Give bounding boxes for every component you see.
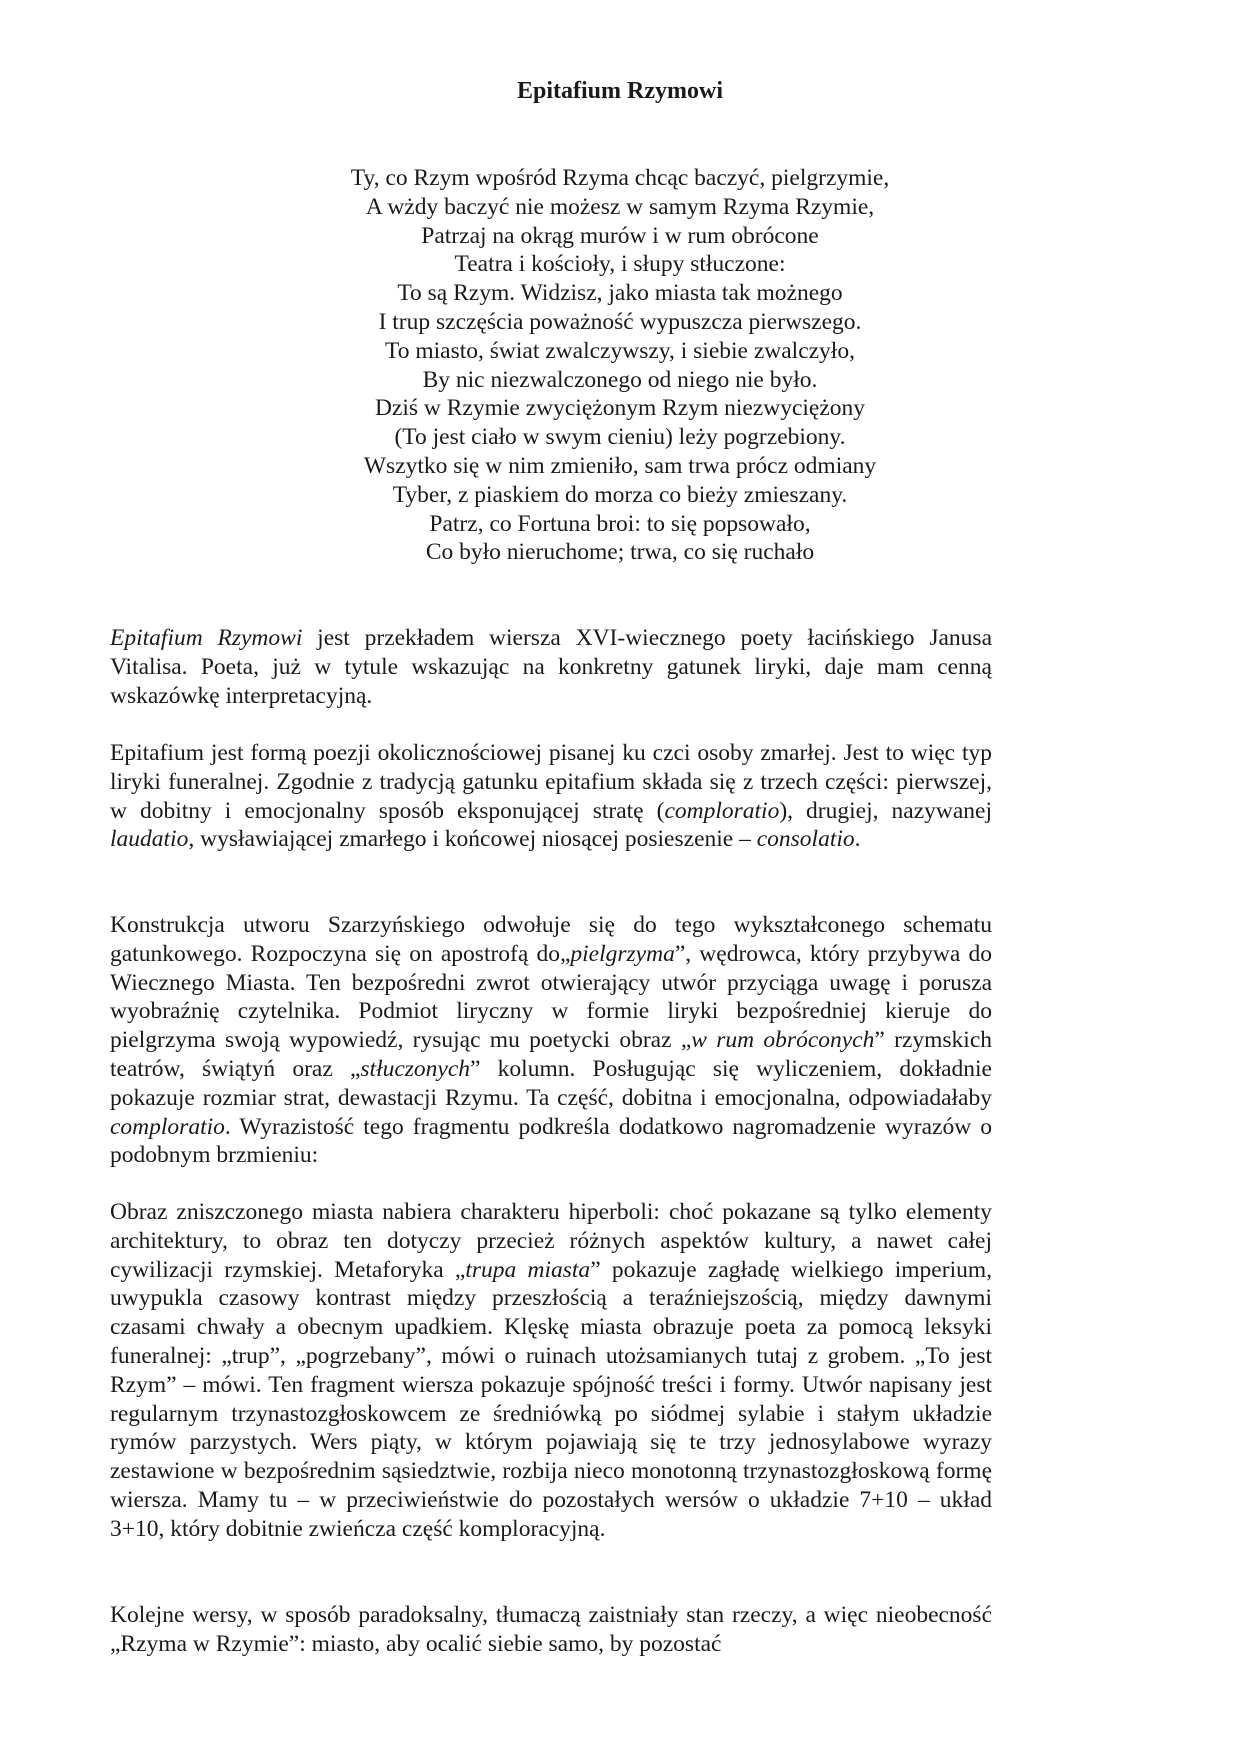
poem-line: Teatra i kościoły, i słupy stłuczone: [454, 251, 786, 278]
poem-line: Patrz, co Fortuna broi: to się popsowało, [429, 510, 811, 537]
paragraph-hyperbole [110, 1198, 992, 1544]
italic-text: laudatio [110, 826, 189, 853]
italic-text: pielgrzyma [570, 940, 675, 967]
paragraph-construction [110, 911, 992, 1170]
text-run: . Wyrazistość tego fragmentu podkreśla dodatkowo nagromadzenie wyrazów o podobnym brzmieniu: [110, 1113, 992, 1169]
paragraph-intro [110, 624, 992, 710]
text-run: Obraz zniszczonego miasta nabiera charakteru hiperboli: choć pokazane są tylko elementy architektury, to obraz ten dotyczy przecież różnych aspektów kultury, a nawet całej cywilizacji rzymskiej. Metaforyka „ [110, 1199, 992, 1283]
poem-line: Wszytko się w nim zmieniło, sam trwa prócz odmiany [363, 452, 877, 479]
poem-line: To miasto, świat zwalczywszy, i siebie zwalczyło, [385, 337, 855, 364]
italic-text: comploratio [664, 797, 780, 824]
text-run: ”, wędrowca, który przybywa do Wiecznego Miasta. Ten bezpośredni zwrot otwierający utwór przyciąga uwagę i porusza wyobraźnię czytelnika. Podmiot liryczny w formie liryki bezpośredniej kieruje do pielgrzyma swoją wypowiedź, rysując mu poetycki obraz „ [110, 940, 992, 1054]
poem [0, 164, 1240, 567]
poem-line: I trup szczęścia poważność wypuszcza pierwszego. [378, 308, 862, 335]
italic-text: consolatio [756, 826, 855, 853]
poem-line: To są Rzym. Widzisz, jako miasta tak możnego [397, 280, 843, 307]
text-run: . [854, 826, 861, 853]
italic-text: stłuczonych [360, 1055, 471, 1082]
poem-line: Ty, co Rzym wpośród Rzyma chcąc baczyć, pielgrzymie, [350, 165, 890, 191]
paragraph-genre [110, 739, 992, 854]
text-run: jest przekładem wiersza XVI-wiecznego poety łacińskiego Janusa Vitalisa. Poeta, już w tytule wskazując na konkretny gatunek liryki, daje mam cenną wskazówkę interpretacyjną. [110, 625, 992, 709]
text-run: ” kolumn. Posługując się wyliczeniem, dokładnie pokazuje rozmiar strat, dewastacji Rzymu. Ta część, dobitna i emocjonalna, odpowiadałaby [110, 1055, 992, 1111]
text-run: Konstrukcja utworu Szarzyńskiego odwołuje się do tego wykształconego schematu gatunkowego. Rozpoczyna się on apostrofą do„ [110, 912, 992, 967]
text-run: ” rzymskich teatrów, świątyń oraz „ [110, 1027, 992, 1082]
poem-line: (To jest ciało w swym cieniu) leży pogrzebiony. [394, 424, 846, 451]
poem-line: A wżdy baczyć nie możesz w samym Rzyma Rzymie, [365, 193, 875, 220]
paragraph-continuation [110, 1601, 992, 1659]
poem-line: Co było nieruchome; trwa, co się ruchało [425, 539, 815, 566]
italic-text: Epitafium Rzymowi [110, 625, 303, 651]
italic-text: comploratio [110, 1113, 225, 1140]
poem-line: By nic niezwalczonego od niego nie było. [422, 366, 818, 393]
poem-line: Tyber, z piaskiem do morza co bieży zmieszany. [392, 481, 848, 508]
text-run: Epitafium jest formą poezji okolicznościowej pisanej ku czci osoby zmarłej. Jest to więc typ liryki funeralnej. Zgodnie z tradycją gatunku epitafium składa się z trzech części: pierwszej, w dobitny i emocjonalny sposób eksponującej stratę ( [110, 740, 992, 824]
poem-line: Dziś w Rzymie zwyciężonym Rzym niezwyciężony [374, 395, 866, 422]
text-run: , wysławiającej zmarłego i końcowej niosącej posieszenie – [188, 826, 757, 853]
text-run: Kolejne wersy, w sposób paradoksalny, tłumaczą zaistniały stan rzeczy, a więc nieobecność „Rzyma w Rzymie”: miasto, aby ocalić siebie samo, by pozostać [110, 1602, 992, 1657]
italic-text: trupa miasta [465, 1256, 591, 1283]
poem-line: Patrzaj na okrąg murów i w rum obrócone [421, 222, 819, 249]
page-title: Epitafium Rzymowi [517, 78, 723, 104]
text-run: ” pokazuje zagładę wielkiego imperium, uwypukla czasowy kontrast między przeszłością a teraźniejszością, między dawnymi czasami chwały a obecnym upadkiem. Klęskę miasta obrazuje poeta za pomocą leksyki funeralnej: „trup”, „pogrzebany”, mówi o ruinach utożsamianych tutaj z grobem. „To jest Rzym” – mówi. Ten fragment wiersza pokazuje spójność treści i formy. Utwór napisany jest regularnym trzynastozgłoskowcem ze średniówką po siódmej sylabie i stałym układzie rymów parzystych. Wers piąty, w którym pojawiają się te trzy jednosylabowe wyrazy zestawione w bezpośrednim sąsiedztwie, rozbija nieco monotonną trzynastozgłoskową formę wiersza. Mamy tu – w przeciwieństwie do pozostałych wersów o układzie 7+10 – układ 3+10, który dobitnie zwieńcza część komploracyjną. [110, 1256, 992, 1542]
italic-text: w rum obróconych [691, 1027, 875, 1054]
text-run: ), drugiej, nazywanej [779, 797, 992, 824]
